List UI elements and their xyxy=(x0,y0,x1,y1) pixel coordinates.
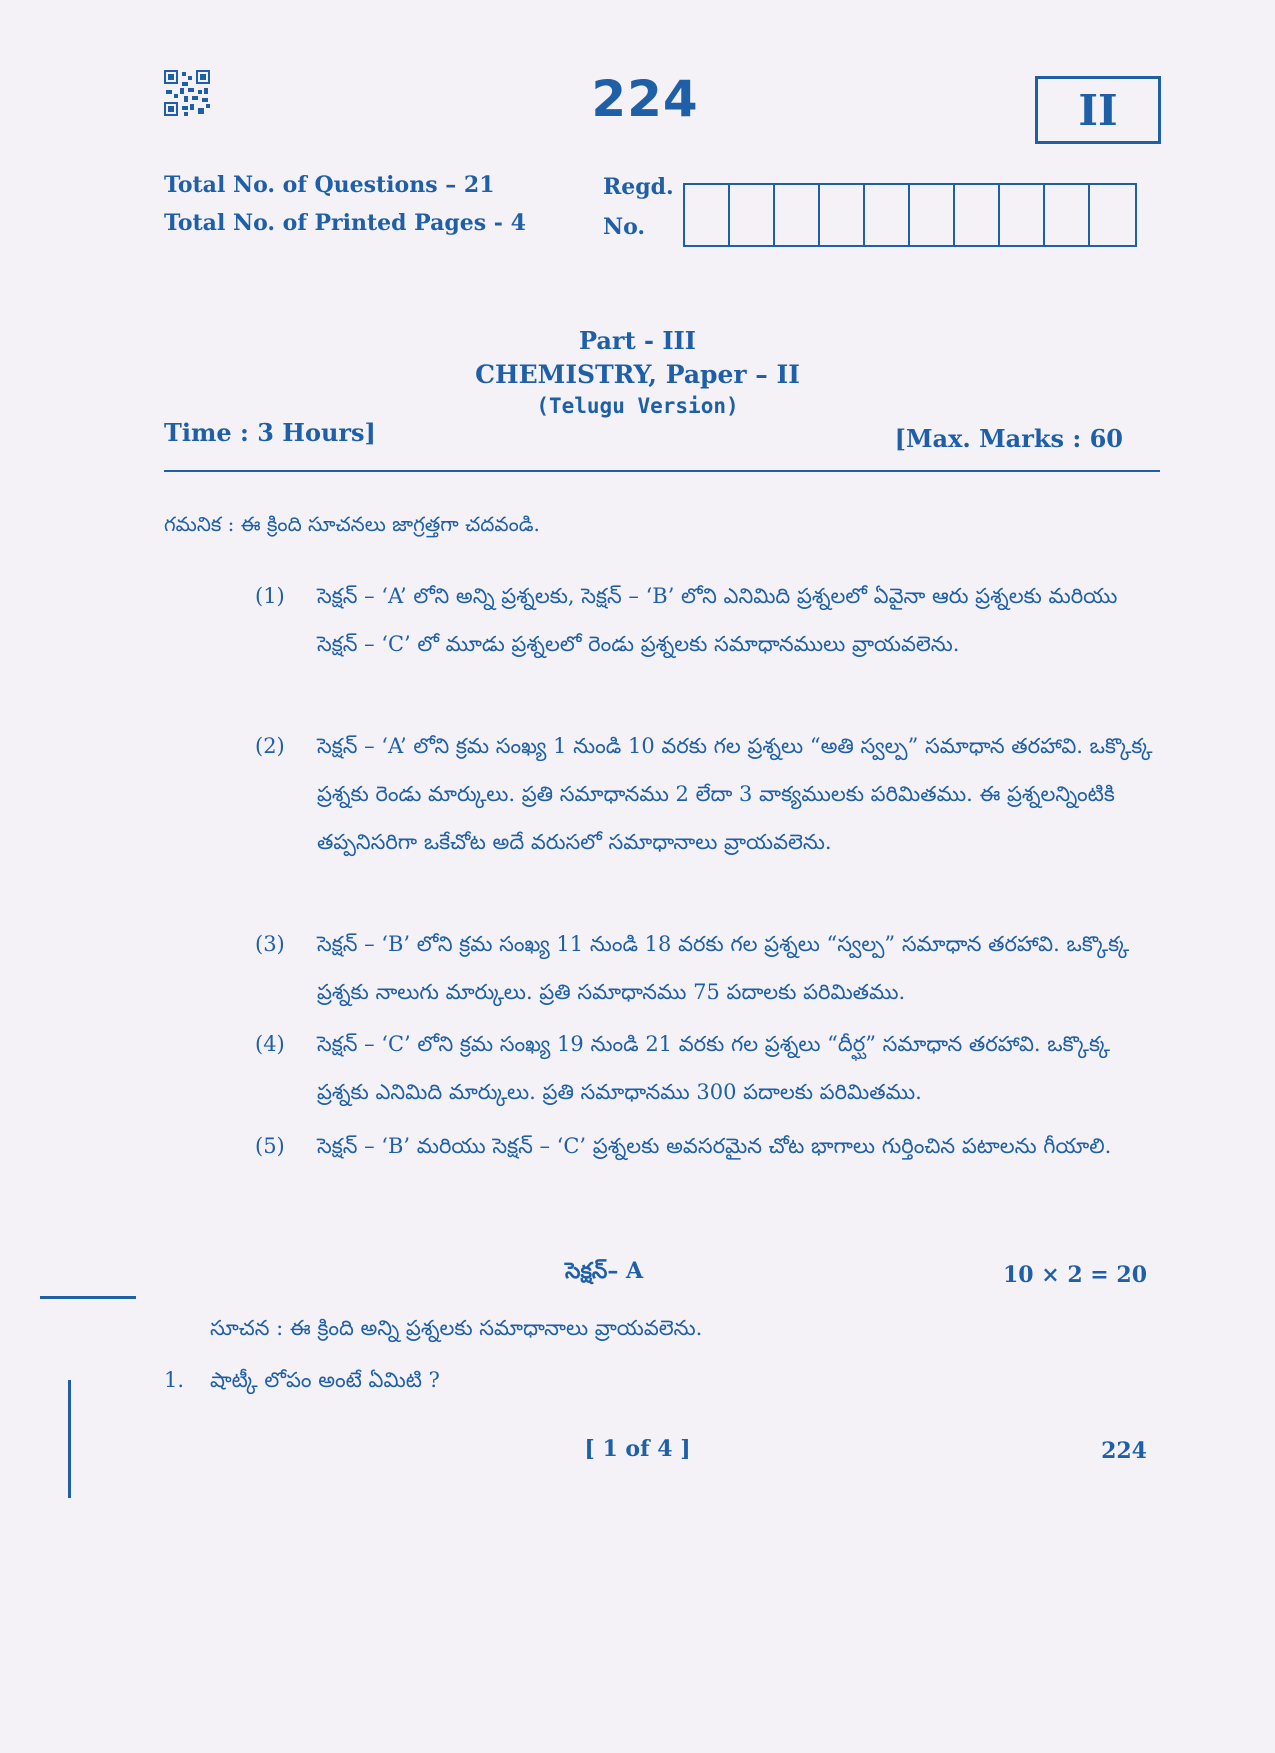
total-pages: Total No. of Printed Pages - 4 xyxy=(164,210,526,236)
instruction-item xyxy=(255,920,1160,1016)
instruction-number: (5) xyxy=(255,1134,285,1158)
part-title: Part - III xyxy=(578,326,697,355)
regd-digit-box[interactable] xyxy=(820,185,865,245)
regd-digit-box[interactable] xyxy=(955,185,1000,245)
instruction-text: సెక్షన్ – ‘A’ లోని అన్ని ప్రశ్నలకు, సెక్షన్ – ‘B’ లోని ఎనిమిది ప్రశ్నలలో ఏవైనా ఆరు ప్రశ్నలకు మరియు సెక్షన్ – ‘C’ లో మూడు ప్రశ్నలలో రెండు ప్రశ్నలకు సమాధానములు వ్రాయవలెను. xyxy=(317,584,1118,656)
regd-digit-box[interactable] xyxy=(1090,185,1135,245)
no-label: No. xyxy=(603,214,646,240)
instruction-number: (2) xyxy=(255,734,285,758)
header-divider xyxy=(164,470,1160,472)
question-number: 1. xyxy=(164,1368,185,1392)
paper-code: 224 xyxy=(591,70,699,128)
section-a-instruction: సూచన : ఈ క్రింది అన్ని ప్రశ్నలకు సమాధానాలు వ్రాయవలెను. xyxy=(210,1316,703,1340)
question-text: షాట్కీ లోపం అంటే ఏమిటి ? xyxy=(210,1368,440,1392)
instruction-text: సెక్షన్ – ‘B’ మరియు సెక్షన్ – ‘C’ ప్రశ్నలకు అవసరమైన చోట భాగాలు గుర్తించిన పటాలను గీయాలి. xyxy=(317,1134,1112,1158)
regd-digit-box[interactable] xyxy=(865,185,910,245)
regd-digit-box[interactable] xyxy=(685,185,730,245)
instruction-item xyxy=(255,722,1160,866)
instruction-text: సెక్షన్ – ‘A’ లోని క్రమ సంఖ్య 1 నుండి 10 వరకు గల ప్రశ్నలు “అతి స్వల్ప” సమాధాన తరహావి. ఒక్కొక్క ప్రశ్నకు రెండు మార్కులు. ప్రతి సమాధానము 2 లేదా 3 వాక్యములకు పరిమితము. ఈ ప్రశ్నలన్నింటికి తప్పనిసరిగా ఒకేచోట అదే వరుసలో సమాధానాలు వ్రాయవలెను. xyxy=(317,734,1153,854)
instruction-text: సెక్షన్ – ‘C’ లోని క్రమ సంఖ్య 19 నుండి 21 వరకు గల ప్రశ్నలు “దీర్ఘ” సమాధాన తరహావి. ఒక్కొక్క ప్రశ్నకు ఎనిమిది మార్కులు. ప్రతి సమాధానము 300 పదాలకు పరిమితము. xyxy=(317,1032,1111,1104)
regd-digit-box[interactable] xyxy=(775,185,820,245)
paper-number-box xyxy=(1035,76,1161,144)
subject-title: CHEMISTRY, Paper – II xyxy=(475,360,800,389)
instruction-item xyxy=(255,1020,1160,1116)
note-heading: గమనిక : ఈ క్రింది సూచనలు జాగ్రత్తగా చదవండి. xyxy=(164,512,540,536)
instruction-item xyxy=(255,572,1160,668)
page-number: [ 1 of 4 ] xyxy=(584,1436,691,1462)
margin-mark xyxy=(40,1296,136,1299)
instruction-text: సెక్షన్ – ‘B’ లోని క్రమ సంఖ్య 11 నుండి 18 వరకు గల ప్రశ్నలు “స్వల్ప” సమాధాన తరహావి. ఒక్కొక్క ప్రశ్నకు నాలుగు మార్కులు. ప్రతి సమాధానము 75 పదాలకు పరిమితము. xyxy=(317,932,1130,1004)
section-a-marks: 10 × 2 = 20 xyxy=(1002,1262,1147,1288)
instruction-number: (4) xyxy=(255,1032,285,1056)
regd-label: Regd. xyxy=(603,174,674,200)
registration-number-boxes[interactable] xyxy=(683,183,1137,247)
qr-code-icon xyxy=(164,70,210,116)
margin-mark xyxy=(68,1380,71,1498)
total-questions: Total No. of Questions – 21 xyxy=(164,172,495,198)
regd-digit-box[interactable] xyxy=(1000,185,1045,245)
section-a-heading: సెక్షన్– A xyxy=(565,1258,644,1284)
regd-digit-box[interactable] xyxy=(1045,185,1090,245)
footer-paper-code: 224 xyxy=(1101,1438,1147,1464)
paper-number: II xyxy=(1078,85,1118,135)
version-title: (Telugu Version) xyxy=(536,394,739,418)
regd-digit-box[interactable] xyxy=(910,185,955,245)
instruction-number: (1) xyxy=(255,584,285,608)
instruction-number: (3) xyxy=(255,932,285,956)
instruction-item xyxy=(255,1122,1160,1170)
regd-digit-box[interactable] xyxy=(730,185,775,245)
max-marks: [Max. Marks : 60 xyxy=(894,424,1123,453)
exam-time: Time : 3 Hours] xyxy=(164,418,376,447)
